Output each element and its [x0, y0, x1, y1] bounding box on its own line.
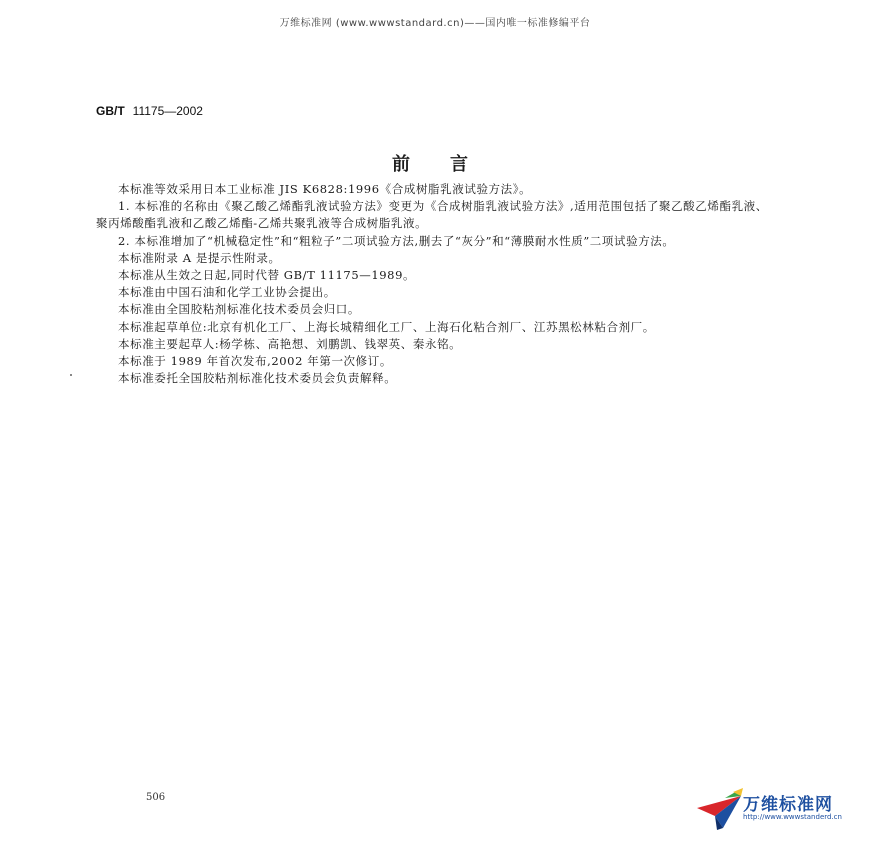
page-title: 前言: [392, 154, 508, 175]
standard-code-number: 11175—2002: [132, 104, 203, 118]
standard-code: [96, 104, 203, 118]
scan-speck: [70, 374, 72, 376]
logo-name: 万维标准网: [743, 795, 833, 815]
paragraph: 本标准等效采用日本工业标准 JIS K6828:1996《合成树脂乳液试验方法》。: [118, 182, 532, 196]
site-logo[interactable]: [695, 788, 855, 832]
page-number: 506: [146, 792, 166, 803]
paragraph: 本标准附录 A 是提示性附录。: [118, 250, 281, 265]
paragraph: 本标准起草单位:北京有机化工厂、上海长城精细化工厂、上海石化粘合剂厂、江苏黑松林粘合剂厂。: [118, 319, 655, 334]
paragraph: 本标准从生效之日起,同时代替 GB/T 11175—1989。: [118, 268, 416, 283]
paragraph: 本标准由全国胶粘剂标准化技术委员会归口。: [118, 302, 360, 317]
paragraph: 本标准于 1989 年首次发布,2002 年第一次修订。: [118, 354, 392, 369]
logo-url: http://www.wwwstanderd.cn: [743, 813, 842, 821]
paragraph: 本标准委托全国胶粘剂标准化技术委员会负责解释。: [118, 371, 397, 386]
standard-code-prefix: GB/T: [96, 104, 125, 118]
paragraph: 1. 本标准的名称由《聚乙酸乙烯酯乳液试验方法》变更为《合成树脂乳液试验方法》,适用范围包括了聚乙酸乙烯酯乳液、聚丙烯酸酯乳液和乙酸乙烯酯-乙烯共聚乳液等合成树脂乳液。: [96, 199, 768, 231]
paragraph: 2. 本标准增加了“机械稳定性”和“粗粒子”二项试验方法,删去了“灰分”和“薄膜耐水性质”二项试验方法。: [118, 233, 675, 248]
paragraph: 本标准由中国石油和化学工业协会提出。: [118, 285, 336, 300]
paragraph: 本标准主要起草人:杨学栋、高艳想、刘鹏凯、钱翠英、秦永铭。: [118, 336, 462, 351]
site-banner: 万维标准网 (www.wwwstandard.cn)——国内唯一标准修编平台: [279, 18, 591, 29]
paper-plane-icon: [695, 788, 745, 832]
foreword-body: [96, 181, 776, 387]
